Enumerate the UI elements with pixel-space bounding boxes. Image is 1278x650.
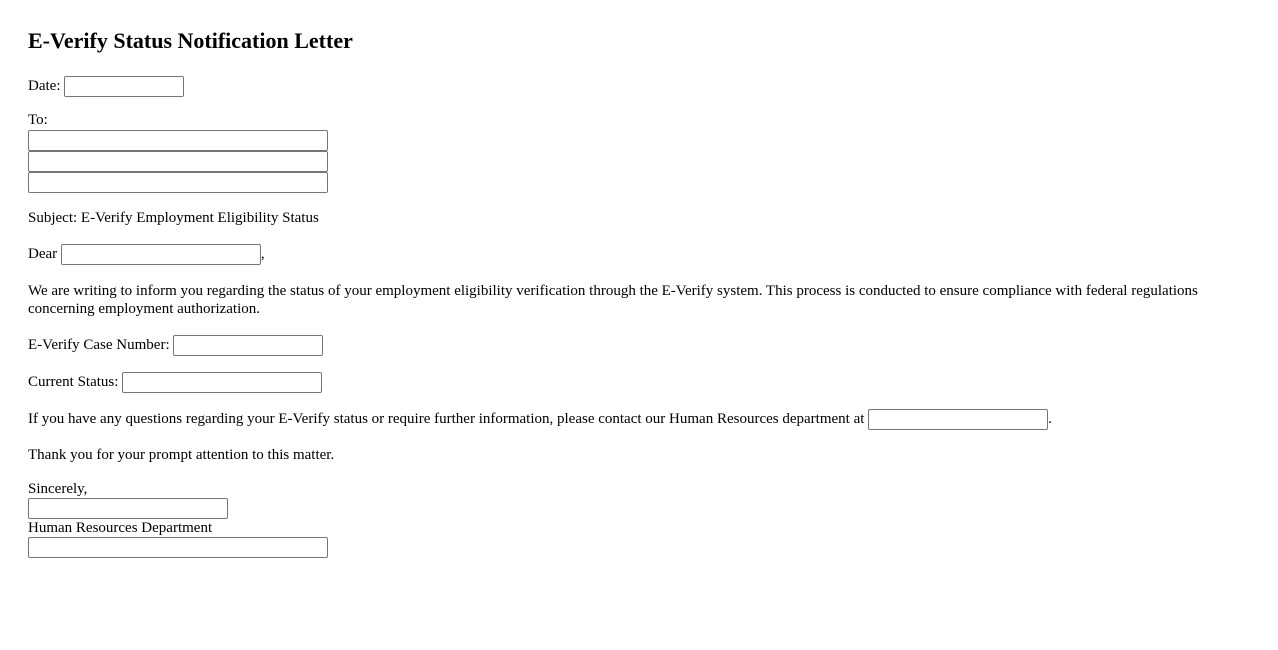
body-paragraph: We are writing to inform you regarding the status of your employment eligibility verification through the E-Verify system. This process is conducted to ensure compliance with federal regulations concerning employment authorization. bbox=[28, 283, 1198, 317]
case-number-label: E-Verify Case Number: bbox=[28, 336, 170, 353]
subject-line: Subject: E-Verify Employment Eligibility Status bbox=[28, 210, 319, 226]
dear-comma: , bbox=[260, 245, 265, 262]
current-status-row bbox=[28, 372, 1250, 393]
salutation-row bbox=[28, 244, 1250, 265]
dear-label: Dear bbox=[28, 245, 58, 262]
sincerely-line: Sincerely, bbox=[28, 481, 88, 497]
contact-row bbox=[28, 409, 1250, 430]
signature-block bbox=[28, 480, 1250, 558]
case-number-input[interactable] bbox=[173, 335, 323, 356]
case-number-row bbox=[28, 335, 1250, 356]
to-line-3-input[interactable] bbox=[28, 172, 328, 193]
contact-period: . bbox=[1048, 410, 1052, 427]
thanks-line: Thank you for your prompt attention to this matter. bbox=[28, 447, 335, 463]
hr-contact-input[interactable] bbox=[868, 409, 1048, 430]
date-input[interactable] bbox=[64, 76, 184, 97]
department-line: Human Resources Department bbox=[28, 520, 213, 536]
to-line-2-input[interactable] bbox=[28, 151, 328, 172]
to-line-1-input[interactable] bbox=[28, 130, 328, 151]
signer-name-input[interactable] bbox=[28, 498, 228, 519]
current-status-input[interactable] bbox=[122, 372, 322, 393]
date-label: Date: bbox=[28, 77, 61, 94]
to-label: To: bbox=[28, 112, 48, 128]
letter-title: E-Verify Status Notification Letter bbox=[28, 28, 353, 53]
contact-text: If you have any questions regarding your E-Verify status or require further information, please contact our Human Resources department at bbox=[28, 410, 865, 427]
date-row bbox=[28, 76, 1250, 97]
current-status-label: Current Status: bbox=[28, 373, 119, 390]
to-address-block bbox=[28, 130, 1250, 193]
recipient-name-input[interactable] bbox=[61, 244, 261, 265]
signer-contact-input[interactable] bbox=[28, 537, 328, 558]
